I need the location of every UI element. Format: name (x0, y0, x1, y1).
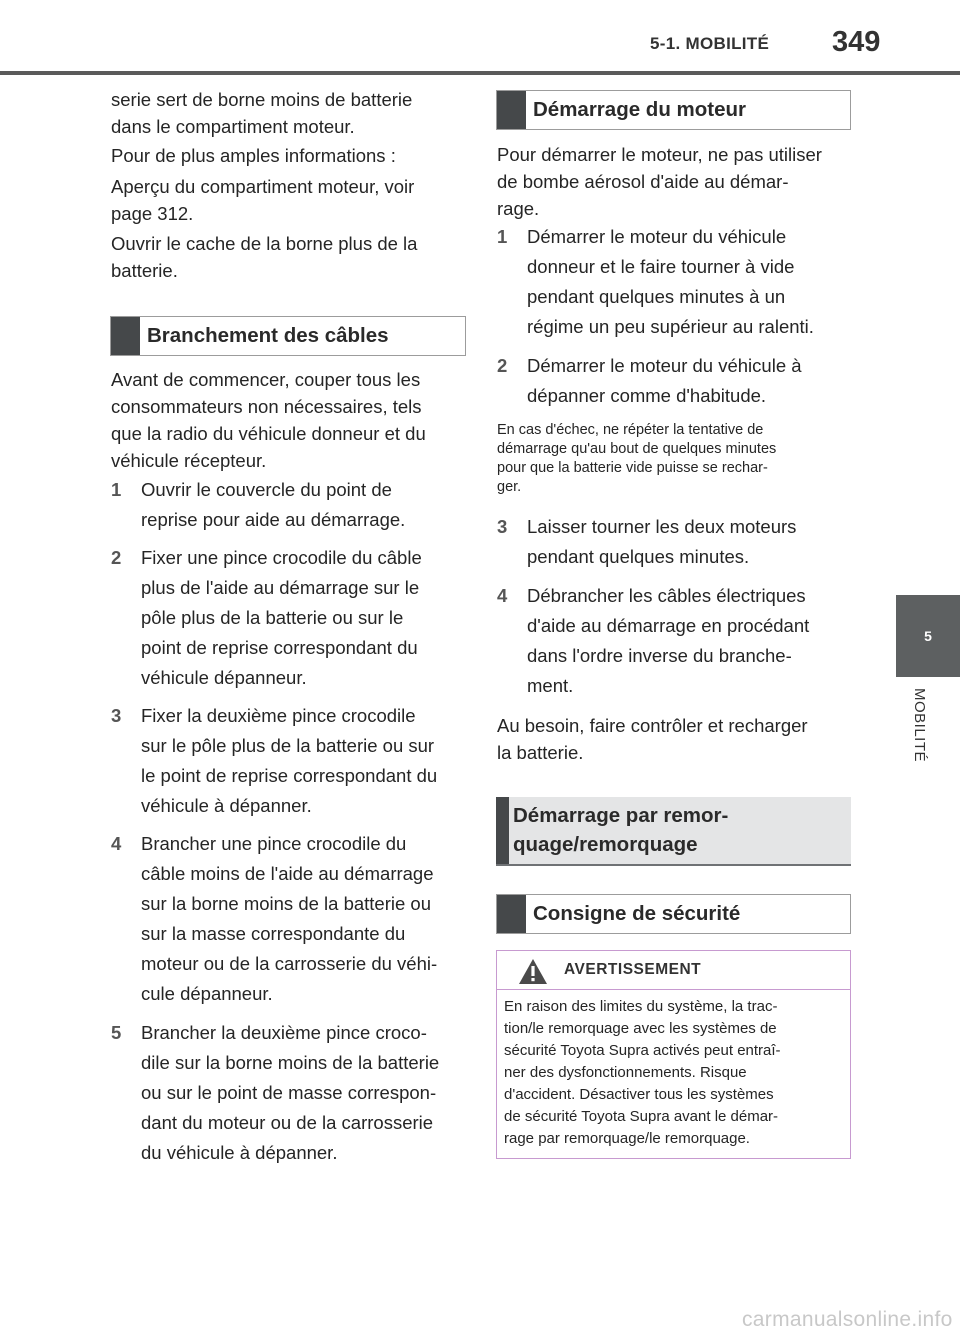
check-paragraph: Au besoin, faire contrôler et recharger la batterie. (497, 715, 808, 763)
heading-bar (497, 895, 526, 933)
list-item: 4 Débrancher les câbles électriques d'aide au démarrage en procédant dans l'ordre inverse du branche- ment. (497, 585, 810, 696)
warning-box (496, 950, 851, 1159)
list-item: 5 Brancher la deuxième pince croco- dile sur la borne moins de la batterie ou sur le point de masse correspon- dant du moteur ou de la carrosserie du véhicule à dépanner. (111, 1022, 440, 1163)
note-paragraph: En cas d'échec, ne répéter la tentative de démarrage qu'au bout de quelques minutes pour que la batterie vide puisse se rechar- ger. (497, 422, 777, 495)
warning-header (497, 951, 850, 990)
list-item: 1 Démarrer le moteur du véhicule donneur et le faire tourner à vide pendant quelques minutes à un régime un peu supérieur au ralenti. (497, 226, 814, 337)
list-item: 2 Fixer une pince crocodile du câble plus de l'aide au démarrage sur le pôle plus de la batterie ou sur le point de reprise correspondant du véhicule dépanneur. (111, 547, 422, 688)
overview-paragraph: Aperçu du compartiment moteur, voir page 312. (111, 176, 415, 224)
section-title: 5-1. MOBILITÉ (650, 34, 770, 53)
list-item: 3 Laisser tourner les deux moteurs pendant quelques minutes. (497, 516, 797, 567)
chapter-tab[interactable]: 5 (896, 595, 960, 677)
heading-bar (497, 91, 526, 129)
warning-text: En raison des limites du système, la trac- tion/le remorquage avec les systèmes de sécurité Toyota Supra activés peut entraî- ner des dysfonctionnements. Risque d'accident. Désactiver tous les systèmes de sécurité Toyota Supra avant le démar- rage par remorquage/le remorquage. (504, 998, 781, 1147)
watermark: carmanualsonline.info (742, 1308, 953, 1331)
before-start-paragraph: Avant de commencer, couper tous les consommateurs non nécessaires, tels que la radio du véhicule donneur et du véhicule récepteur. (111, 369, 426, 471)
header-divider (0, 71, 960, 75)
heading-engine-start: Démarrage du moteur (496, 90, 851, 130)
info-paragraph: Pour de plus amples informations : (111, 145, 396, 166)
start-paragraph: Pour démarrer le moteur, ne pas utiliser de bombe aérosol d'aide au démar- rage. (497, 144, 822, 219)
intro-paragraph: serie sert de borne moins de batterie dans le compartiment moteur. (111, 89, 413, 137)
heading-bar (496, 797, 509, 864)
list-item: 1 Ouvrir le couvercle du point de reprise pour aide au démarrage. (111, 479, 406, 530)
warning-title: AVERTISSEMENT (564, 961, 702, 978)
heading-safety-notice: Consigne de sécurité (496, 894, 851, 934)
list-item: 2 Démarrer le moteur du véhicule à dépanner comme d'habitude. (497, 355, 802, 406)
warning-triangle-icon (518, 958, 548, 985)
list-item: 3 Fixer la deuxième pince crocodile sur le pôle plus de la batterie ou sur le point de reprise correspondant du véhicule à dépanner. (111, 705, 438, 816)
open-cover-paragraph: Ouvrir le cache de la borne plus de la batterie. (111, 233, 418, 281)
list-item: 4 Brancher une pince crocodile du câble moins de l'aide au démarrage sur la borne moins de la batterie ou sur la masse correspondante du moteur ou de la carrosserie du véhi- cule dépanneur. (111, 833, 438, 1004)
heading-bar (111, 317, 140, 355)
chapter-label: MOBILITÉ (911, 688, 928, 763)
page-number: 349 (832, 26, 881, 58)
heading-cable-connection: Branchement des câbles (110, 316, 466, 356)
heading-tow-start: Démarrage par remor- quage/remorquage (496, 797, 851, 866)
